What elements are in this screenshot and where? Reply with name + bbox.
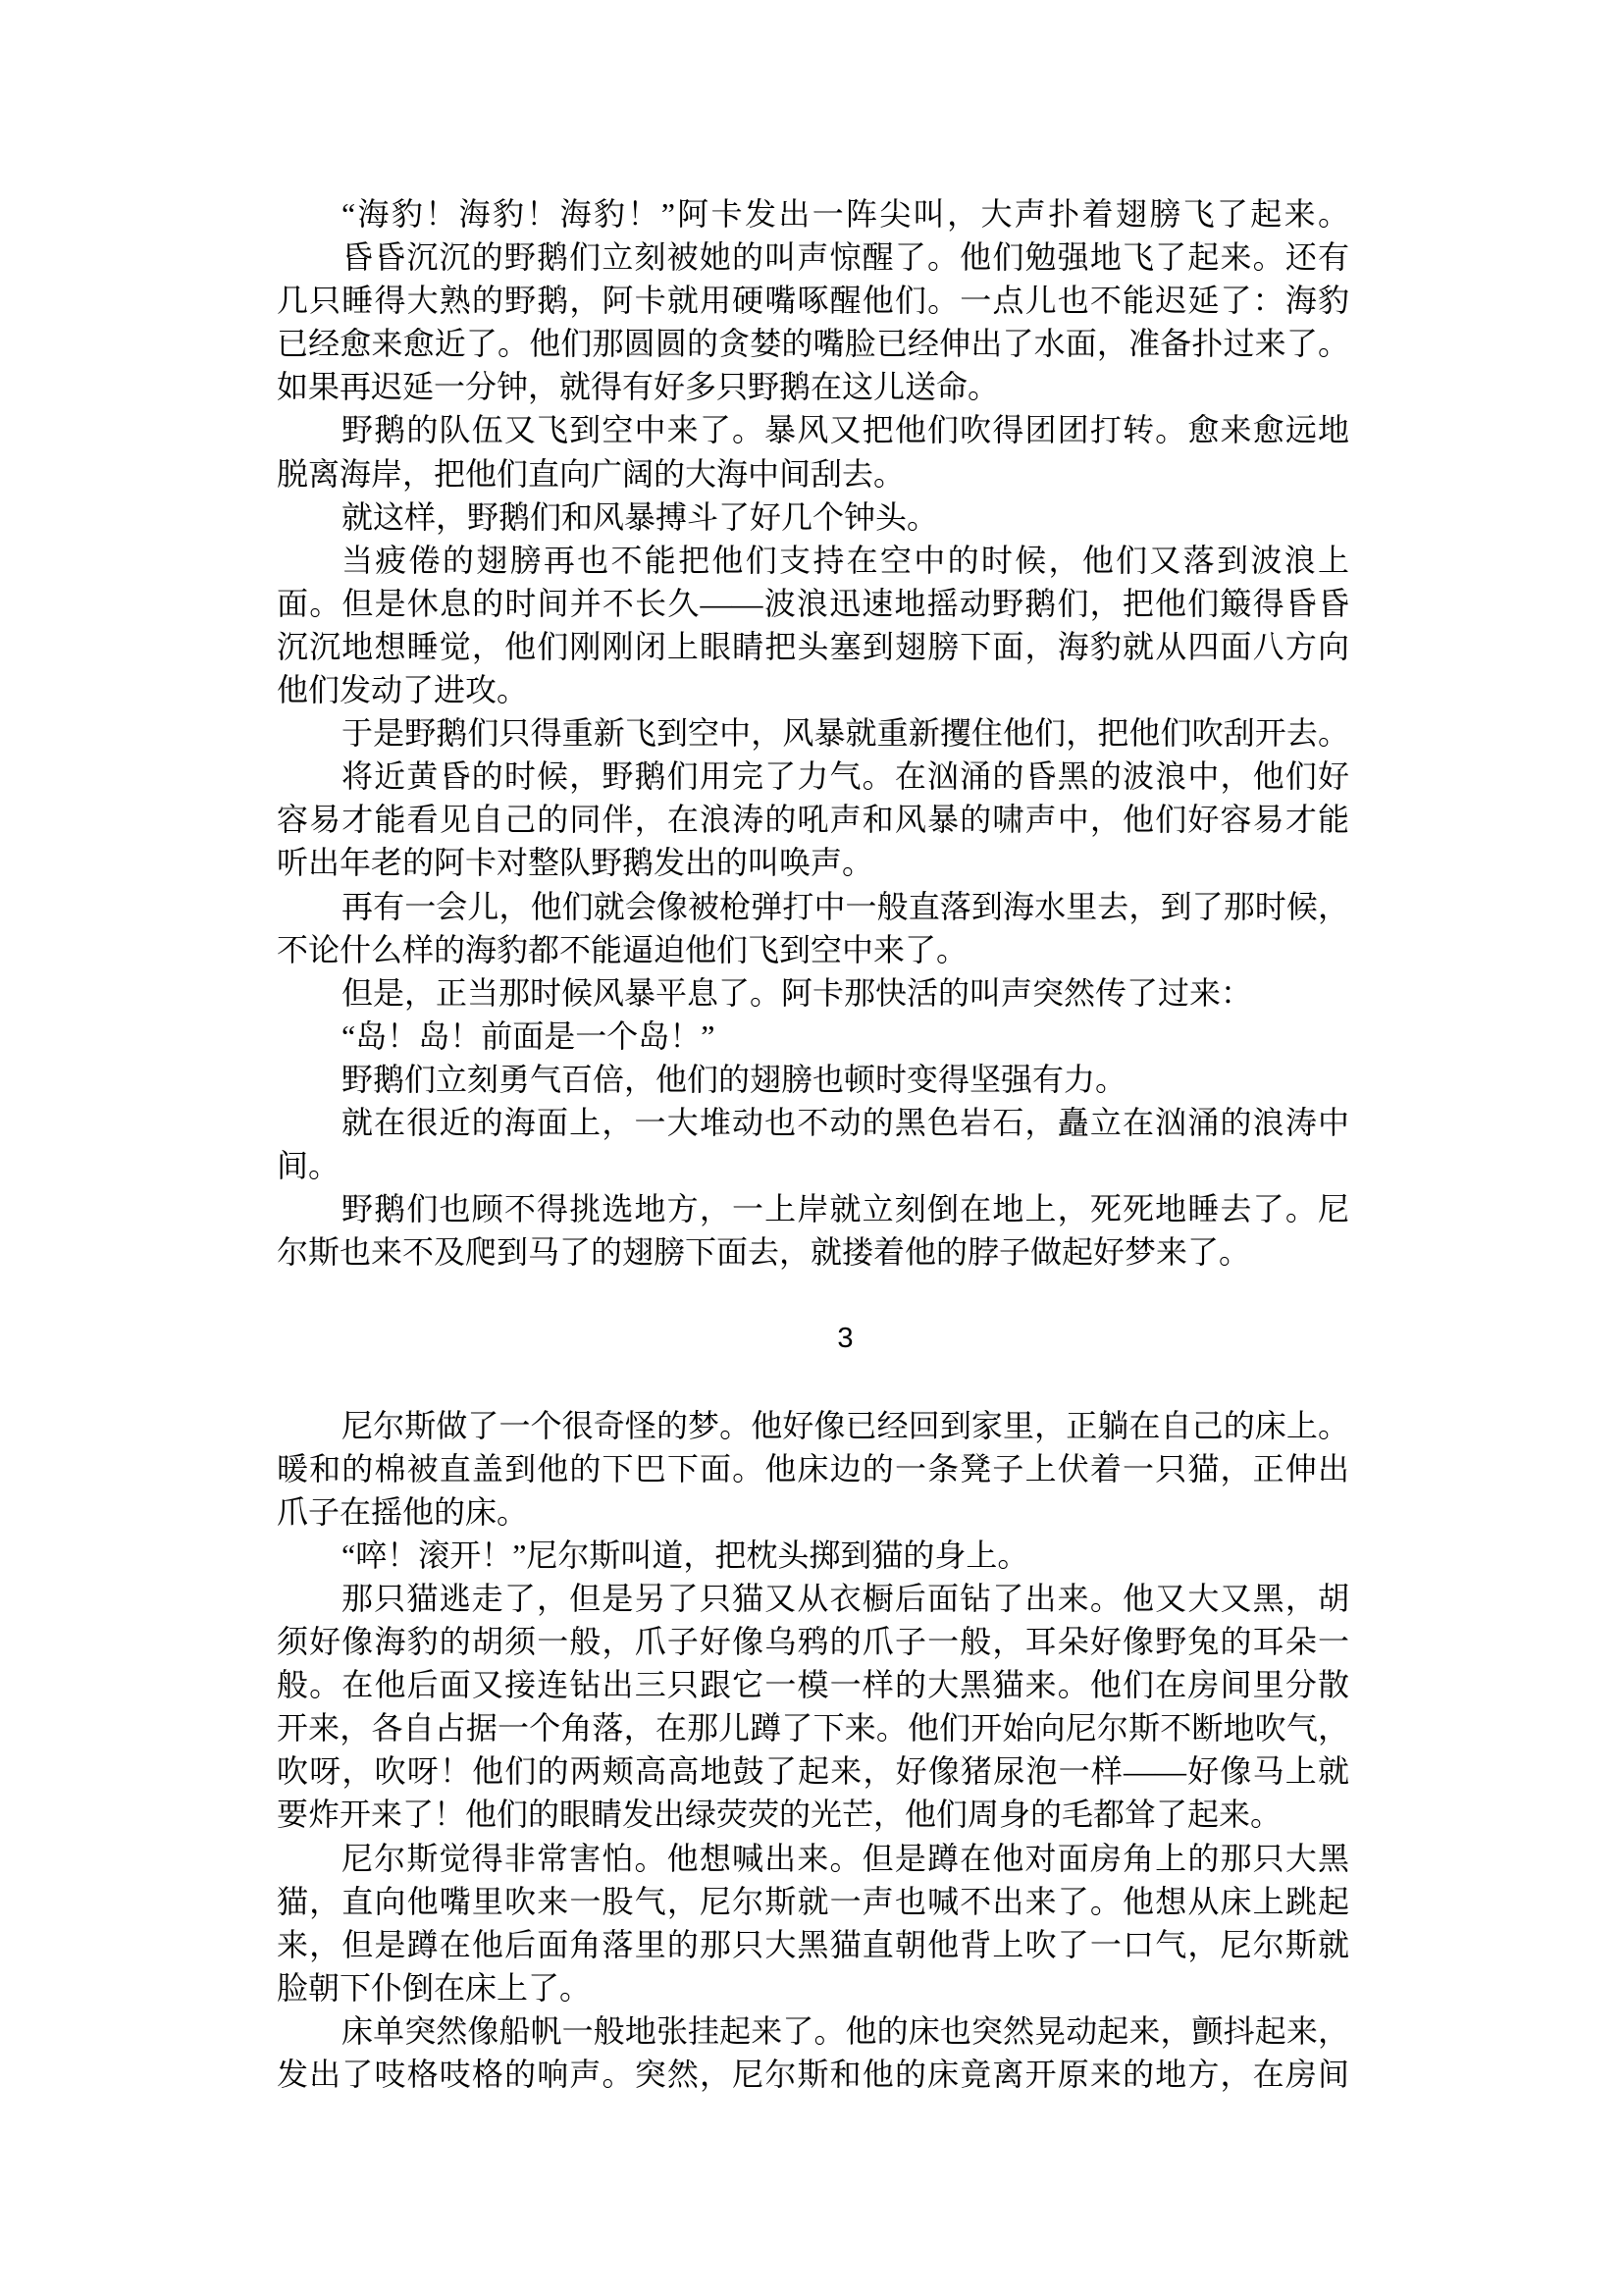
paragraph	[277, 755, 1349, 884]
text-line: “海豹！海豹！海豹！”阿卡发出一阵尖叫，大声扑着翅膀飞了起来。	[341, 196, 1349, 232]
text-line: 野鹅们立刻勇气百倍，他们的翅膀也顿时变得坚强有力。	[341, 1061, 1127, 1097]
paragraph	[277, 1101, 1349, 1187]
text-line: 几只睡得大熟的野鹅，阿卡就用硬嘴啄醒他们。一点儿也不能迟延了：海豹	[277, 283, 1349, 319]
paragraph	[277, 1187, 1349, 1274]
text-line: “岛！岛！前面是一个岛！”	[341, 1017, 715, 1054]
text-line: 野鹅的队伍又飞到空中来了。暴风又把他们吹得团团打转。愈来愈远地	[341, 412, 1349, 448]
blank-line	[277, 1361, 1349, 1404]
text-line: 已经愈来愈近了。他们那圆圆的贪婪的嘴脸已经伸出了水面，准备扑过来了。	[277, 326, 1349, 362]
paragraph	[277, 885, 1349, 971]
text-line: 爪子在摇他的床。	[277, 1493, 529, 1530]
paragraph	[277, 1058, 1349, 1101]
text-line: 猫，直向他嘴里吹来一股气，尼尔斯就一声也喊不出来了。他想从床上跳起	[277, 1883, 1349, 1919]
paragraph	[277, 1404, 1349, 1534]
text-line: 开来，各自占据一个角落，在那儿蹲了下来。他们开始向尼尔斯不断地吹气，	[277, 1710, 1349, 1747]
paragraph	[277, 1015, 1349, 1058]
text-line: 再有一会儿，他们就会像被枪弹打中一般直落到海水里去，到了那时候，	[341, 888, 1349, 924]
text-line: 就在很近的海面上，一大堆动也不动的黑色岩石，矗立在汹涌的浪涛中	[341, 1104, 1349, 1140]
text-line: 暖和的棉被直盖到他的下巴下面。他床边的一条凳子上伏着一只猫，正伸出	[277, 1450, 1349, 1486]
text-line: 那只猫逃走了，但是另了只猫又从衣橱后面钻了出来。他又大又黑，胡	[341, 1581, 1349, 1616]
text-line: “啐！滚开！”尼尔斯叫道，把枕头掷到猫的身上。	[341, 1537, 1029, 1573]
paragraph	[277, 971, 1349, 1015]
text-line: 间。	[277, 1148, 341, 1184]
paragraph	[277, 1837, 1349, 2009]
paragraph	[277, 192, 1349, 235]
text-line: 要炸开来了！他们的眼睛发出绿荧荧的光芒，他们周身的毛都耸了起来。	[277, 1797, 1283, 1833]
text-line: 听出年老的阿卡对整队野鹅发出的叫唤声。	[277, 845, 874, 881]
paragraph	[277, 408, 1349, 495]
text-line: 脸朝下仆倒在床上了。	[277, 1969, 592, 2006]
text-line: 将近黄昏的时候，野鹅们用完了力气。在汹涌的昏黑的波浪中，他们好	[341, 758, 1349, 795]
text-line: 就这样，野鹅们和风暴搏斗了好几个钟头。	[341, 498, 939, 535]
text-line: 容易才能看见自己的同伴，在浪涛的吼声和风暴的啸声中，他们好容易才能	[277, 802, 1349, 838]
text-line: 野鹅们也顾不得挑选地方，一上岸就立刻倒在地上，死死地睡去了。尼	[341, 1191, 1349, 1227]
text-line: 但是，正当那时候风暴平息了。阿卡那快活的叫声突然传了过来：	[341, 974, 1253, 1011]
paragraph	[277, 495, 1349, 539]
paragraph	[277, 711, 1349, 755]
text-line: 不论什么样的海豹都不能逼迫他们飞到空中来了。	[277, 931, 969, 967]
text-line: 沉沉地想睡觉，他们刚刚闭上眼睛把头塞到翅膀下面，海豹就从四面八方向	[277, 628, 1349, 664]
text-line: 尔斯也来不及爬到马了的翅膀下面去，就搂着他的脖子做起好梦来了。	[277, 1234, 1251, 1271]
paragraph	[277, 1534, 1349, 1577]
paragraph	[277, 1577, 1349, 1837]
text-line: 尼尔斯觉得非常害怕。他想喊出来。但是蹲在他对面房角上的那只大黑	[341, 1840, 1349, 1876]
text-line: 他们发动了进攻。	[277, 672, 529, 708]
paragraph	[277, 2009, 1349, 2096]
text-line: 脱离海岸，把他们直向广阔的大海中间刮去。	[277, 455, 906, 492]
text-line: 吹呀，吹呀！他们的两颊高高地鼓了起来，好像猪尿泡一样——好像马上就	[277, 1753, 1349, 1790]
text-line: 于是野鹅们只得重新飞到空中，风暴就重新攫住他们，把他们吹刮开去。	[341, 715, 1349, 752]
text-line: 尼尔斯做了一个很奇怪的梦。他好像已经回到家里，正躺在自己的床上。	[341, 1407, 1349, 1443]
text-line: 当疲倦的翅膀再也不能把他们支持在空中的时候，他们又落到波浪上	[341, 542, 1349, 578]
paragraph	[277, 539, 1349, 711]
text-line: 般。在他后面又接连钻出三只跟它一模一样的大黑猫来。他们在房间里分散	[277, 1667, 1349, 1703]
text-line: 发出了吱格吱格的响声。突然，尼尔斯和他的床竟离开原来的地方，在房间	[277, 2057, 1349, 2093]
text-line: 床单突然像船帆一般地张挂起来了。他的床也突然晃动起来，颤抖起来，	[341, 2012, 1349, 2049]
text-line: 来，但是蹲在他后面角落里的那只大黑猫直朝他背上吹了一口气，尼尔斯就	[277, 1926, 1349, 1962]
text-line: 须好像海豹的胡须一般，爪子好像乌鸦的爪子一般，耳朵好像野兔的耳朵一	[277, 1624, 1349, 1660]
section-number-heading: 3	[837, 1323, 854, 1355]
body-text	[277, 192, 1349, 2096]
text-line: 如果再迟延一分钟，就得有好多只野鹅在这儿送命。	[277, 369, 1000, 405]
blank-line	[277, 1274, 1349, 1317]
text-line: 面。但是休息的时间并不长久——波浪迅速地摇动野鹅们，把他们簸得昏昏	[277, 585, 1349, 621]
text-line: 昏昏沉沉的野鹅们立刻被她的叫声惊醒了。他们勉强地飞了起来。还有	[341, 239, 1349, 276]
paragraph	[277, 235, 1349, 408]
